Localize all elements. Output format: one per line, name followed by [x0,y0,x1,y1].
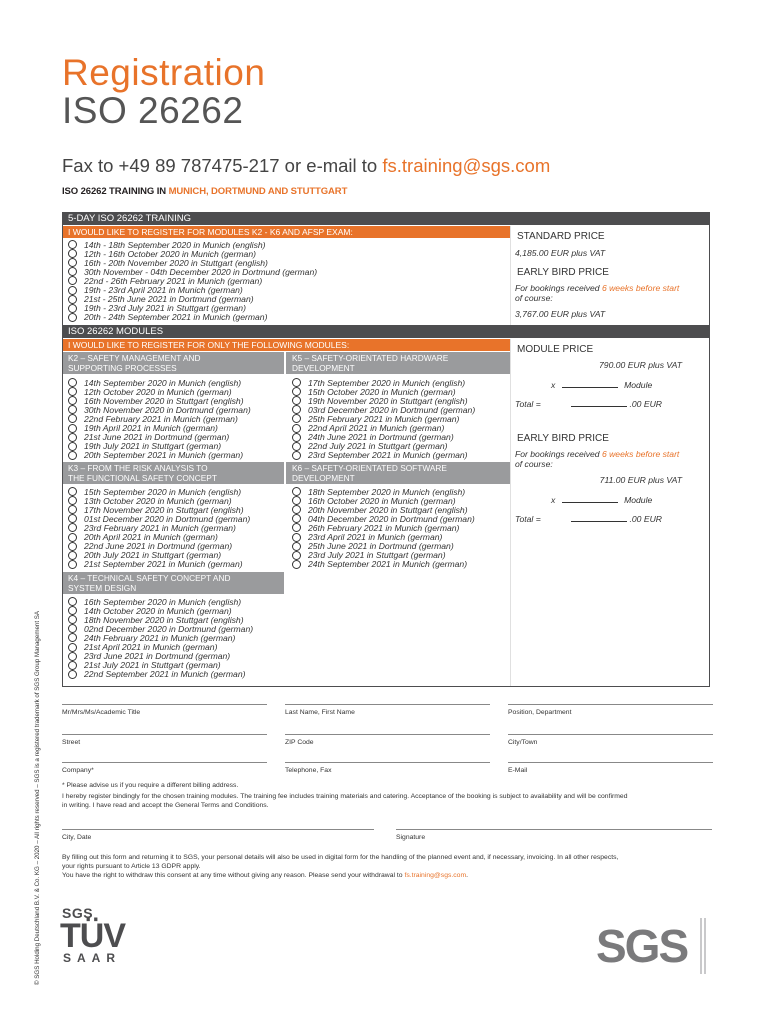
k6-title-1: K6 – SAFETY-ORIENTATED SOFTWARE [292,463,447,473]
date-option-label: 25th February 2021 in Munich (german) [308,413,460,424]
radio-button[interactable] [292,533,301,542]
privacy-note-3-end: . [466,872,469,879]
company-field[interactable]: Company* [62,762,267,774]
date-option-label: 21st - 25th June 2021 in Dortmund (german) [84,294,254,305]
date-option-label: 21st June 2021 in Dortmund (german) [84,432,230,443]
radio-button[interactable] [292,496,301,505]
tuv-logo-bottom: SAAR [63,951,122,965]
radio-button[interactable] [292,451,301,460]
sgs-logo [596,918,708,979]
radio-button[interactable] [68,295,77,304]
total-suffix: .00 EUR [629,399,662,409]
date-option-label: 16th September 2020 in Munich (english) [84,596,242,607]
radio-button[interactable] [68,451,77,460]
email-field[interactable]: E-Mail [508,762,713,774]
page-title: Registration [62,52,266,93]
k2-header [62,352,284,374]
date-option-label: 12th - 16th October 2020 in Munich (german) [84,248,256,259]
radio-button[interactable] [68,433,77,442]
k2-title-1: K2 – SAFETY MANAGEMENT AND [68,353,201,363]
date-option[interactable] [292,560,475,569]
radio-button[interactable] [68,286,77,295]
city-field[interactable]: City/Town [508,734,713,746]
date-option-label: 19th November 2020 in Stuttgart (english) [308,395,468,406]
fax-line [62,155,550,177]
k5-header [286,352,510,374]
radio-button[interactable] [68,597,77,606]
module-price-label: MODULE PRICE [517,344,594,355]
radio-button[interactable] [292,396,301,405]
subline-prefix: ISO 26262 TRAINING IN [62,186,169,197]
radio-button[interactable] [68,542,77,551]
date-option-label: 25th June 2021 in Dortmund (german) [308,541,454,552]
date-option-label: 14th October 2020 in Munich (german) [84,605,232,616]
radio-button[interactable] [68,276,77,285]
position-field[interactable]: Position, Department [508,704,713,716]
training-instruction: I WOULD LIKE TO REGISTER FOR MODULES K2 - K6 AND AFSP EXAM: [62,226,510,238]
date-option-label: 18th September 2020 in Munich (english) [308,486,466,497]
radio-button[interactable] [68,304,77,313]
k6-title-2: DEVELOPMENT [292,473,355,483]
date-option-label: 01st December 2020 in Dortmund (german) [84,513,251,524]
date-option-label: 03rd December 2020 in Dortmund (german) [308,404,476,415]
fax-text: Fax to +49 89 787475-217 or e-mail to [62,155,383,176]
radio-button[interactable] [68,560,77,569]
radio-button[interactable] [292,442,301,451]
radio-button[interactable] [68,396,77,405]
module-word: Module [624,380,653,390]
tuv-logo-top: SGS [62,905,94,921]
date-option-label: 19th April 2021 in Munich (german) [84,423,218,434]
early-bird-text-post: of course: [515,293,553,303]
radio-button[interactable] [292,387,301,396]
date-option-label: 15th September 2020 in Munich (english) [84,486,242,497]
date-option-label: 20th April 2021 in Munich (german) [84,532,218,543]
modules-instruction: I WOULD LIKE TO REGISTER FOR ONLY THE FOLLOWING MODULES: [62,339,510,351]
date-option-label: 22nd September 2021 in Munich (german) [84,669,246,680]
module-count-input[interactable] [562,380,618,388]
modules-header: ISO 26262 MODULES [62,325,710,338]
date-option-label: 19th - 23rd July 2021 in Stuttgart (german) [84,303,246,314]
date-option-label: 22nd June 2021 in Dortmund (german) [84,541,233,552]
date-option-label: 20th July 2021 in Stuttgart (german) [84,550,222,561]
date-option-label: 22nd February 2021 in Munich (german) [84,413,238,424]
date-option-label: 23rd July 2021 in Stuttgart (german) [308,550,446,561]
early-bird-highlight: 6 weeks before start [601,283,680,293]
name-field[interactable]: Last Name, First Name [285,704,490,716]
date-option-label: 04th December 2020 in Dortmund (german) [308,513,475,524]
date-option-label: 30th November - 04th December 2020 in Dortmund (german) [84,266,318,277]
date-option-label: 22nd April 2021 in Munich (german) [308,423,445,434]
date-option-label: 15th October 2020 in Munich (german) [308,386,456,397]
city-date-field[interactable]: City, Date [62,829,374,841]
radio-button[interactable] [68,606,77,615]
date-option-label: 14th - 18th September 2020 in Munich (english) [84,239,266,250]
radio-button[interactable] [68,643,77,652]
k6-date-list [292,487,475,569]
date-option[interactable] [68,560,250,569]
date-option-label: 19th - 23rd April 2021 in Munich (german) [84,285,243,296]
radio-button[interactable] [68,387,77,396]
date-option-label: 16th October 2020 in Munich (german) [308,495,456,506]
early-bird-label: EARLY BIRD PRICE [517,267,609,278]
date-option-label: 21st April 2021 in Munich (german) [84,642,218,653]
privacy-email-link[interactable]: fs.training@sgs.com [404,872,467,879]
registration-table [62,212,710,687]
radio-button[interactable] [68,258,77,267]
k2-title-2: SUPPORTING PROCESSES [68,363,177,373]
title-field[interactable]: Mr/Mrs/Ms/Academic Title [62,704,267,716]
radio-button[interactable] [68,615,77,624]
privacy-note-3-text: You have the right to withdraw this consent at any time without giving any reason. Please send your withdrawal to [62,872,405,879]
radio-button[interactable] [68,442,77,451]
k2-date-list [68,378,251,460]
phone-field[interactable]: Telephone, Fax [285,762,490,774]
module-count-row [551,380,652,390]
street-field[interactable]: Street [62,734,267,746]
radio-button[interactable] [68,661,77,670]
early-bird-text-pre: For bookings received [515,283,602,293]
radio-button[interactable] [68,267,77,276]
module-early-bird-pre: For bookings received [515,449,602,459]
date-option-label: 26th February 2021 in Munich (german) [308,522,460,533]
date-option-label: 24th June 2021 in Dortmund (german) [308,432,454,443]
k4-header [62,572,284,594]
radio-button[interactable] [68,405,77,414]
privacy-note-2: your rights pursuant to Article 13 GDPR apply. [62,863,201,870]
date-option-label: 24th February 2021 in Munich (german) [84,632,236,643]
standard-price-label: STANDARD PRICE [517,231,605,242]
table-right-border [709,212,710,687]
date-option-label: 17th September 2020 in Munich (english) [308,377,466,388]
date-option-label: 20th November 2020 in Stuttgart (english) [308,504,468,515]
module-early-bird-price: 711.00 EUR plus VAT [599,475,682,485]
k6-header [286,462,510,484]
date-option-label: 02nd December 2020 in Dortmund (german) [84,623,254,634]
multiply-sign-2: x [551,495,556,505]
date-option-label: 24th September 2021 in Munich (german) [308,559,468,570]
total-row [515,399,662,409]
date-option-label: 22nd - 26th February 2021 in Munich (german) [84,275,263,286]
module-early-bird-label: EARLY BIRD PRICE [517,433,609,444]
total-input[interactable] [571,399,627,407]
zip-field[interactable]: ZIP Code [285,734,490,746]
total-label: Total = [515,399,541,409]
module-count-input-2[interactable] [562,495,618,503]
training-locations [62,186,347,197]
table-left-border [62,212,63,687]
total-suffix-2: .00 EUR [629,514,662,524]
date-option-label: 20th September 2021 in Munich (german) [84,450,244,461]
total-row-2 [515,514,662,524]
radio-button[interactable] [292,405,301,414]
radio-button[interactable] [68,496,77,505]
radio-button[interactable] [68,505,77,514]
date-option[interactable] [68,313,317,322]
billing-note: * Please advise us if you require a different billing address. [62,782,239,789]
radio-button[interactable] [292,551,301,560]
copyright-note: © SGS Holding Deutschland B.V. & Co. KG – 2020 – All rights reserved – SGS is a registered trademark of SGS Group Management SA [34,610,41,985]
register-note-1: I hereby register bindingly for the chosen training modules. The training fee includes training materials and catering. Acceptance of the booking is subject to availability and will be confirmed [62,793,628,800]
module-price-value: 790.00 EUR plus VAT [599,360,682,370]
date-option-label: 16th - 20th November 2020 in Stuttgart (english) [84,257,268,268]
date-option-label: 14th September 2020 in Munich (english) [84,377,242,388]
radio-button[interactable] [292,523,301,532]
radio-button[interactable] [292,378,301,387]
date-option[interactable] [68,451,251,460]
radio-button[interactable] [68,240,77,249]
k5-title-1: K5 – SAFETY-ORIENTATED HARDWARE [292,353,449,363]
email-link[interactable]: fs.training@sgs.com [382,155,551,176]
radio-button[interactable] [68,633,77,642]
radio-button[interactable] [292,487,301,496]
date-option[interactable] [68,670,253,679]
k4-title-1: K4 – TECHNICAL SAFETY CONCEPT AND [68,573,231,583]
module-price-panel [510,339,710,687]
module-early-bird-text [515,449,679,459]
radio-button[interactable] [68,487,77,496]
date-option-label: 23rd September 2021 in Munich (german) [308,450,468,461]
k4-title-2: SYSTEM DESIGN [68,583,137,593]
k3-header [62,462,284,484]
radio-button[interactable] [68,652,77,661]
date-option-label: 23rd February 2021 in Munich (german) [84,522,236,533]
radio-button[interactable] [292,414,301,423]
tuv-logo-main: TÜV [60,917,125,955]
date-option-label: 21st July 2021 in Stuttgart (german) [84,660,221,671]
radio-button[interactable] [68,523,77,532]
k3-title-2: THE FUNCTIONAL SAFETY CONCEPT [68,473,217,483]
register-note-2: in writing. I have read and accept the General Terms and Conditions. [62,802,269,809]
module-word-2: Module [624,495,653,505]
k3-title-1: K3 – FROM THE RISK ANALYSIS TO [68,463,208,473]
date-option-label: 30th November 2020 in Dortmund (german) [84,404,251,415]
training-date-list [68,240,317,322]
date-option-label: 13th October 2020 in Munich (german) [84,495,232,506]
module-count-row-2 [551,495,652,505]
total-label-2: Total = [515,514,541,524]
radio-button[interactable] [68,378,77,387]
privacy-note-1: By filling out this form and returning it to SGS, your personal details will also be used in digital form for the handling of the planned event and, if necessary, invoicing. In all other respects, [62,854,619,861]
privacy-note-3 [62,871,468,880]
signature-field[interactable]: Signature [396,829,712,841]
radio-button[interactable] [292,514,301,523]
date-option-label: 23rd June 2021 in Dortmund (german) [84,651,231,662]
radio-button[interactable] [68,414,77,423]
date-option-label: 18th November 2020 in Stuttgart (english) [84,614,244,625]
date-option-label: 19th July 2021 in Stuttgart (german) [84,441,222,452]
early-bird-price: 3,767.00 EUR plus VAT [515,309,606,319]
radio-button[interactable] [68,670,77,679]
date-option-label: 21st September 2021 in Munich (german) [84,559,243,570]
date-option-label: 17th November 2020 in Stuttgart (english) [84,504,244,515]
radio-button[interactable] [292,560,301,569]
radio-button[interactable] [68,551,77,560]
radio-button[interactable] [68,514,77,523]
subline-locations: MUNICH, DORTMUND AND STUTTGART [168,186,348,197]
table-bottom-border [62,686,710,687]
radio-button[interactable] [68,533,77,542]
multiply-sign: x [551,380,556,390]
radio-button[interactable] [292,433,301,442]
date-option-label: 22nd July 2021 in Stuttgart (german) [308,441,448,452]
sgs-tuv-saar-logo [60,905,130,975]
radio-button[interactable] [68,313,77,322]
early-bird-text [515,283,679,293]
radio-button[interactable] [292,424,301,433]
total-input-2[interactable] [571,514,627,522]
date-option-label: 20th - 24th September 2021 in Munich (german) [84,312,268,323]
date-option[interactable] [292,451,475,460]
k4-date-list [68,597,253,679]
k5-date-list [292,378,475,460]
standard-price-value: 4,185.00 EUR plus VAT [515,248,606,258]
standard-price-panel [510,226,710,326]
date-option-label: 12th October 2020 in Munich (german) [84,386,232,397]
k3-date-list [68,487,250,569]
date-option-label: 23rd April 2021 in Munich (german) [308,532,443,543]
radio-button[interactable] [68,424,77,433]
radio-button[interactable] [68,624,77,633]
radio-button[interactable] [292,542,301,551]
training-header: 5-DAY ISO 26262 TRAINING [62,212,710,225]
sgs-logo-text: SGS [596,920,688,972]
radio-button[interactable] [292,505,301,514]
k5-title-2: DEVELOPMENT [292,363,355,373]
radio-button[interactable] [68,249,77,258]
page-subtitle: ISO 26262 [62,90,244,131]
date-option-label: 16th November 2020 in Stuttgart (english) [84,395,244,406]
module-early-bird-highlight: 6 weeks before start [601,449,680,459]
module-early-bird-post: of course: [515,459,553,469]
